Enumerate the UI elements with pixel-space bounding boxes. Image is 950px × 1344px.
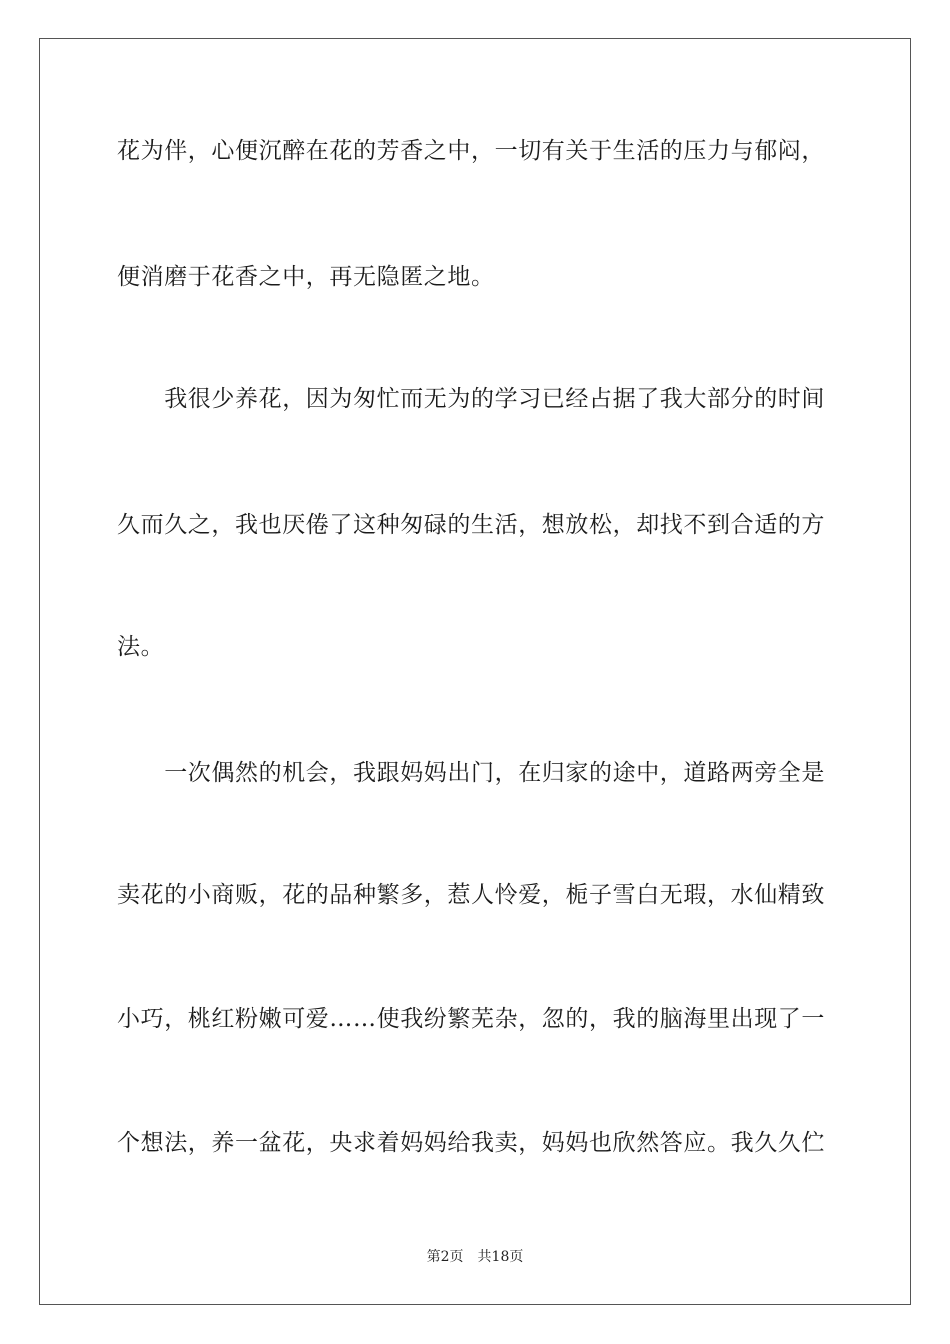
text-line: 一次偶然的机会，我跟妈妈出门，在归家的途中，道路两旁全是 [117,760,825,786]
text-line: 法。 [117,634,165,660]
page-number: 第2页 [426,1249,464,1265]
text-line: 花为伴，心便沉醉在花的芳香之中，一切有关于生活的压力与郁闷， [117,138,825,164]
text-line: 便消磨于花香之中，再无隐匿之地。 [117,264,495,290]
total-pages: 共18页 [477,1249,524,1265]
page-footer [0,1248,950,1266]
text-line: 小巧，桃红粉嫩可爱……使我纷繁芜杂，忽的，我的脑海里出现了一 [117,1006,825,1032]
text-line: 卖花的小商贩，花的品种繁多，惹人怜爱，栀子雪白无瑕，水仙精致 [117,882,825,908]
text-line: 个想法，养一盆花，央求着妈妈给我卖，妈妈也欣然答应。我久久伫 [117,1130,825,1156]
page-border [39,38,911,1305]
text-line: 久而久之，我也厌倦了这种匆碌的生活，想放松，却找不到合适的方 [117,512,825,538]
text-line: 我很少养花，因为匆忙而无为的学习已经占据了我大部分的时间 [117,386,825,412]
